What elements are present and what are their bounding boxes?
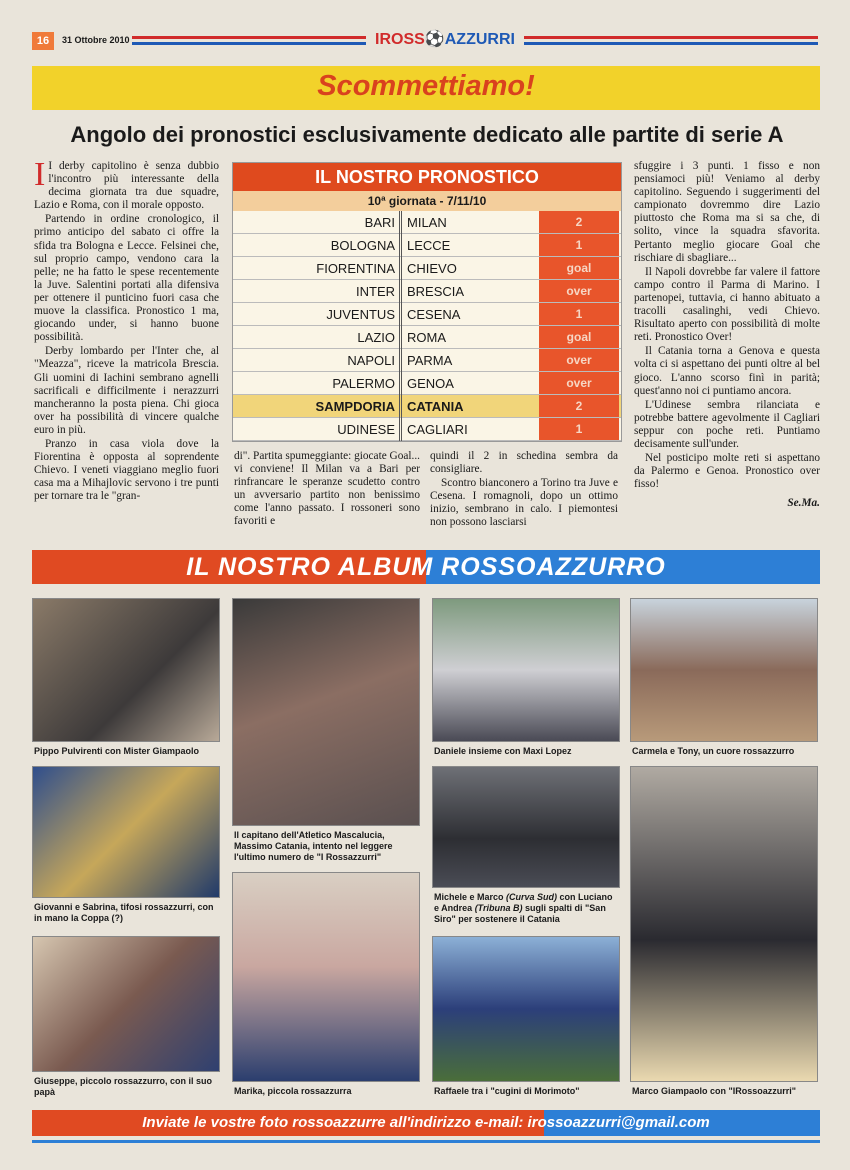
away-team: MILAN: [407, 215, 447, 230]
pronostico-round: 10ª giornata - 7/11/10: [233, 191, 621, 211]
article-paragraph: quindi il 2 in schedina sembra da consigliare.: [430, 450, 618, 476]
match-row: [233, 372, 621, 395]
away-team: CESENA: [407, 307, 461, 322]
issue-date: 31 Ottobre 2010: [62, 35, 130, 45]
photo-carmela-tony: [630, 598, 818, 742]
match-row: [233, 257, 621, 280]
photo-caption: Raffaele tra i "cugini di Morimoto": [434, 1086, 580, 1096]
page-number: 16: [32, 32, 54, 50]
match-row: [233, 349, 621, 372]
article-paragraph: Il Napoli dovrebbe far valere il fattore campo contro il Parma di Marino. I partenopei, tuttavia, ci hanno abituato a tracolli casalinghi, vedi Chievo. Risultato aperto con possibilità di molte reti. Pronostico Over!: [634, 265, 820, 344]
prediction: 1: [539, 234, 619, 256]
header-rule-red-left: [132, 36, 366, 39]
logo-part-blue: AZZURRI: [444, 31, 515, 48]
album-banner: [32, 550, 820, 584]
away-team: CAGLIARI: [407, 422, 468, 437]
section-band: [32, 66, 820, 110]
home-team: BOLOGNA: [330, 238, 395, 253]
photo-raffaele: [432, 936, 620, 1082]
home-team: PALERMO: [332, 376, 395, 391]
ball-icon: ⚽: [424, 31, 445, 48]
bottom-rule: [32, 1140, 820, 1143]
table-divider: [399, 211, 402, 441]
match-row: [233, 395, 621, 418]
photo-san-siro-fans: [432, 766, 620, 888]
photo-marco-giampaolo: [630, 766, 818, 1082]
prediction: goal: [539, 326, 619, 348]
photo-caption: Giuseppe, piccolo rossazzurro, con il suo papà: [34, 1076, 213, 1097]
photo-pulvirenti-giampaolo: [32, 598, 220, 742]
home-team: BARI: [364, 215, 395, 230]
pronostico-table: [233, 211, 621, 441]
article-column-2: [234, 450, 420, 530]
match-row: [233, 418, 621, 441]
photo-caption: Pippo Pulvirenti con Mister Giampaolo: [34, 746, 200, 756]
home-team: LAZIO: [357, 330, 395, 345]
photo-caption: Giovanni e Sabrina, tifosi rossazzurri, con in mano la Coppa (?): [34, 902, 214, 923]
match-row: [233, 280, 621, 303]
photo-caption: Marika, piccola rossazzurra: [234, 1086, 352, 1096]
header-rule-blue-left: [132, 42, 366, 45]
prediction: over: [539, 372, 619, 394]
match-row: [233, 211, 621, 234]
home-team: INTER: [356, 284, 395, 299]
footer-banner: [32, 1110, 820, 1136]
prediction: goal: [539, 257, 619, 279]
album-title: IL NOSTRO ALBUM ROSSOAZZURRO: [186, 553, 666, 581]
footer-text: Inviate le vostre foto rossoazzurre all'indirizzo e-mail: irossoazzurri@gmail.com: [142, 1114, 710, 1131]
match-row: [233, 326, 621, 349]
photo-massimo-catania: [232, 598, 420, 826]
away-team: ROMA: [407, 330, 446, 345]
prediction: 1: [539, 303, 619, 325]
article-paragraph: Derby lombardo per l'Inter che, al "Meazza", riceve la matricola Brescia. Gli uomini di Iachini sembrano agnelli sacrificali e difficilmente i nerazzurri mancheranno la posta piena. Chi gioca over ha possibilità di vincere qualche euro in più.: [34, 345, 219, 436]
photo-caption: Carmela e Tony, un cuore rossazzurro: [632, 746, 795, 756]
home-team: FIORENTINA: [316, 261, 395, 276]
pronostico-title: IL NOSTRO PRONOSTICO: [233, 163, 621, 191]
photo-caption: Il capitano dell'Atletico Mascalucia, Massimo Catania, intento nel leggere l'ultimo numero de "I Rossazzurri": [234, 830, 393, 862]
home-team: UDINESE: [337, 422, 395, 437]
page-header: [30, 30, 820, 52]
logo-part-red: IROSS: [375, 31, 425, 48]
article-column-3: [430, 450, 618, 531]
away-team: BRESCIA: [407, 284, 465, 299]
away-team: CATANIA: [407, 399, 464, 414]
article-paragraph: Il Catania torna a Genova e questa volta ci si aspettano dei punti oltre al bel gioco. L'anno scorso finì in parità; quest'anno noi ci puntiamo ancora.: [634, 345, 820, 397]
prediction: over: [539, 349, 619, 371]
drop-cap: I: [34, 156, 46, 193]
photo-giovanni-sabrina: [32, 766, 220, 898]
article-paragraph: Partendo in ordine cronologico, il primo anticipo del sabato ci offre la sfida tra Bologna e Lecce. Felsinei che, sul proprio campo, vendono cara la pelle; ne ha fatto le spese recentemente la Juve. Salentini portati alla difensiva per ottenere il punticino fuori casa che muove la classifica. Pronostico 1 ma, giocando under, si hanno buone possibilità.: [34, 213, 219, 344]
article-paragraph: L'Udinese sembra rilanciata e potrebbe battere agevolmente il Cagliari seppur con poche reti. Puntiamo decisamente sull'under.: [634, 398, 820, 450]
prediction: 1: [539, 418, 619, 440]
article-paragraph: Nel posticipo molte reti si aspettano da Palermo e Genoa. Pronostico over fisso!: [634, 452, 820, 491]
home-team: SAMPDORIA: [315, 399, 395, 414]
photo-caption: Daniele insieme con Maxi Lopez: [434, 746, 572, 756]
photo-caption: Michele e Marco (Curva Sud) con Luciano e Andrea (Tribuna B) sugli spalti di "San Siro" per sostenere il Catania: [434, 892, 613, 924]
away-team: PARMA: [407, 353, 453, 368]
photo-caption: Marco Giampaolo con "IRossoazzurri": [632, 1086, 797, 1096]
away-team: CHIEVO: [407, 261, 457, 276]
away-team: GENOA: [407, 376, 454, 391]
prediction: 2: [539, 395, 619, 417]
match-row: [233, 234, 621, 257]
article-paragraph: Pranzo in casa viola dove la Fiorentina è opposta al soprendente Chievo. I veneti viaggiano meglio fuori casa ma a Mihajlovic servono i tre punti per tornare tra le "gran-: [34, 437, 219, 503]
home-team: JUVENTUS: [326, 307, 395, 322]
header-rule-red-right: [524, 36, 818, 39]
away-team: LECCE: [407, 238, 451, 253]
headline: Angolo dei pronostici esclusivamente dedicato alle partite di serie A: [70, 122, 784, 147]
match-row: [233, 303, 621, 326]
article-paragraph: Scontro bianconero a Torino tra Juve e Cesena. I romagnoli, dopo un ottimo inizio, sembrano in calo. I piemontesi non possono lasciarsi: [430, 477, 618, 529]
photo-daniele-maxi-lopez: [432, 598, 620, 742]
article-paragraph: I I derby capitolino è senza dubbio l'incontro più interessante della decima giornata tra due squadre, Lazio e Roma, con il morale opposto.: [34, 156, 219, 212]
header-rule-blue-right: [524, 42, 818, 45]
article-column-4: [634, 160, 820, 510]
article-paragraph: sfuggire i 3 punti. 1 fisso e non pensiamoci più! Veniamo al derby capitolino. Seguendo i suggerimenti del campionato dovremmo dire Lazio piuttosto che Roma ma si sa che, di solito, vince la squadra sfavorita. Pertanto meglio giocare Goal che rischiare di sbagliare...: [634, 160, 820, 264]
photo-marika: [232, 872, 420, 1082]
masthead-logo: [370, 30, 520, 50]
pronostico-box: [232, 162, 622, 442]
author-signature: Se.Ma.: [787, 497, 820, 510]
article-column-1: [34, 156, 219, 504]
home-team: NAPOLI: [347, 353, 395, 368]
prediction: 2: [539, 211, 619, 233]
section-title: Scommettiamo!: [317, 70, 535, 102]
article-paragraph: di". Partita spumeggiante: giocate Goal... vi conviene! Il Milan va a Bari per rinfrancare le speranze scudetto contro un avversario partito non benissimo come l'anno passato. I rossoneri sono favoriti e: [234, 450, 420, 528]
photo-giuseppe: [32, 936, 220, 1072]
prediction: over: [539, 280, 619, 302]
